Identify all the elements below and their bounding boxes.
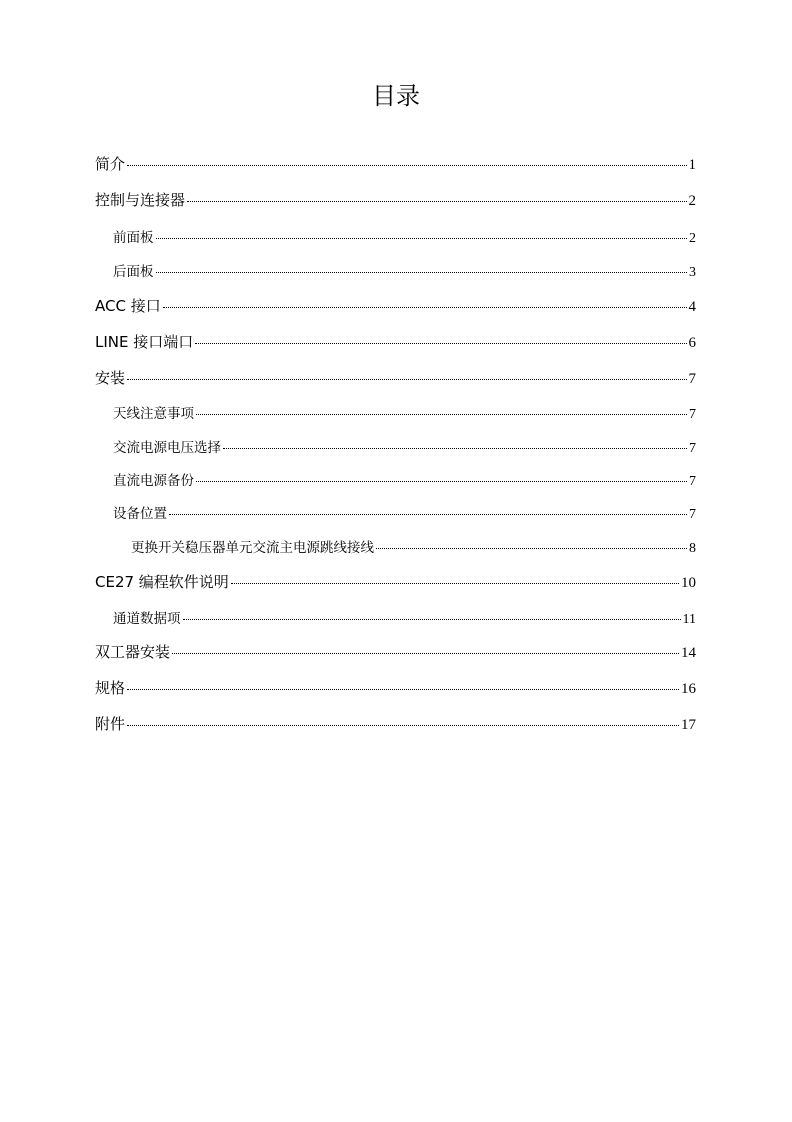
toc-entry-label: 附件 [95, 715, 126, 733]
toc-entry-label: 更换开关稳压器单元交流主电源跳线接线 [131, 540, 374, 556]
toc-entry-device-location[interactable] [113, 502, 696, 523]
toc-entry-channel-data[interactable] [113, 607, 696, 628]
toc-entry-page: 2 [688, 193, 696, 209]
toc-entry-accessories[interactable] [95, 713, 696, 734]
toc-entry-label: LINE 接口端口 [95, 333, 194, 351]
toc-entry-page: 10 [681, 575, 696, 591]
toc-entry-label: 通道数据项 [113, 611, 181, 627]
toc-entry-regulator-jumper[interactable] [131, 536, 696, 557]
toc-entry-front-panel[interactable] [113, 226, 696, 247]
toc-entry-installation[interactable] [95, 367, 696, 388]
toc-entry-specifications[interactable] [95, 677, 696, 698]
toc-entry-acc-interface[interactable] [95, 295, 696, 316]
toc-entry-page: 4 [688, 299, 696, 315]
toc-leader-dots [127, 165, 686, 166]
toc-leader-dots [196, 414, 687, 415]
toc-leader-dots [187, 201, 686, 202]
toc-entry-label: 规格 [95, 679, 126, 697]
toc-leader-dots [156, 272, 688, 273]
toc-leader-dots [231, 583, 679, 584]
toc-leader-dots [223, 448, 687, 449]
toc-entry-page: 16 [681, 681, 696, 697]
toc-entry-page: 1 [688, 157, 696, 173]
toc-entry-page: 7 [689, 407, 696, 422]
toc-entry-label: 简介 [95, 155, 126, 173]
toc-leader-dots [127, 689, 679, 690]
toc-entry-label: 安装 [95, 369, 126, 387]
toc-leader-dots [172, 653, 679, 654]
toc-entry-label: 直流电源备份 [113, 473, 194, 489]
toc-entry-page: 17 [681, 717, 696, 733]
toc-entry-page: 11 [682, 612, 696, 627]
toc-entry-label: 后面板 [113, 264, 154, 280]
toc-entry-label: 控制与连接器 [95, 191, 186, 209]
toc-leader-dots [196, 481, 687, 482]
toc-entry-label: 双工器安装 [95, 643, 171, 661]
toc-entry-page: 7 [689, 474, 696, 489]
toc-entry-label: ACC 接口 [95, 297, 161, 315]
toc-entry-page: 7 [689, 441, 696, 456]
page-title: 目录 [372, 82, 420, 110]
toc-leader-dots [163, 307, 687, 308]
toc-leader-dots [169, 514, 687, 515]
toc-entry-rear-panel[interactable] [113, 260, 696, 281]
toc-leader-dots [376, 548, 687, 549]
toc-entry-label: 设备位置 [113, 506, 167, 522]
toc-entry-controls-connectors[interactable] [95, 189, 696, 210]
toc-entry-page: 14 [681, 645, 696, 661]
toc-entry-page: 6 [688, 335, 696, 351]
toc-entry-label: CE27 编程软件说明 [95, 573, 229, 591]
toc-entry-ac-voltage[interactable] [113, 436, 696, 457]
toc-leader-dots [183, 619, 681, 620]
toc-entry-ce27-software[interactable] [95, 571, 696, 592]
toc-entry-antenna-notes[interactable] [113, 402, 696, 423]
toc-leader-dots [127, 725, 679, 726]
toc-leader-dots [156, 238, 688, 239]
toc-entry-page: 8 [689, 541, 696, 556]
toc-entry-line-port[interactable] [95, 331, 696, 352]
toc-entry-page: 2 [689, 231, 696, 246]
toc-entry-page: 3 [689, 265, 696, 280]
toc-leader-dots [195, 343, 686, 344]
toc-entry-label: 天线注意事项 [113, 406, 194, 422]
toc-entry-page: 7 [689, 507, 696, 522]
toc-entry-label: 交流电源电压选择 [113, 440, 221, 456]
toc-leader-dots [127, 379, 686, 380]
toc-entry-page: 7 [688, 371, 696, 387]
toc-entry-label: 前面板 [113, 230, 154, 246]
toc-entry-introduction[interactable] [95, 153, 696, 174]
toc-entry-dc-backup[interactable] [113, 469, 696, 490]
toc-entry-duplexer-install[interactable] [95, 641, 696, 662]
